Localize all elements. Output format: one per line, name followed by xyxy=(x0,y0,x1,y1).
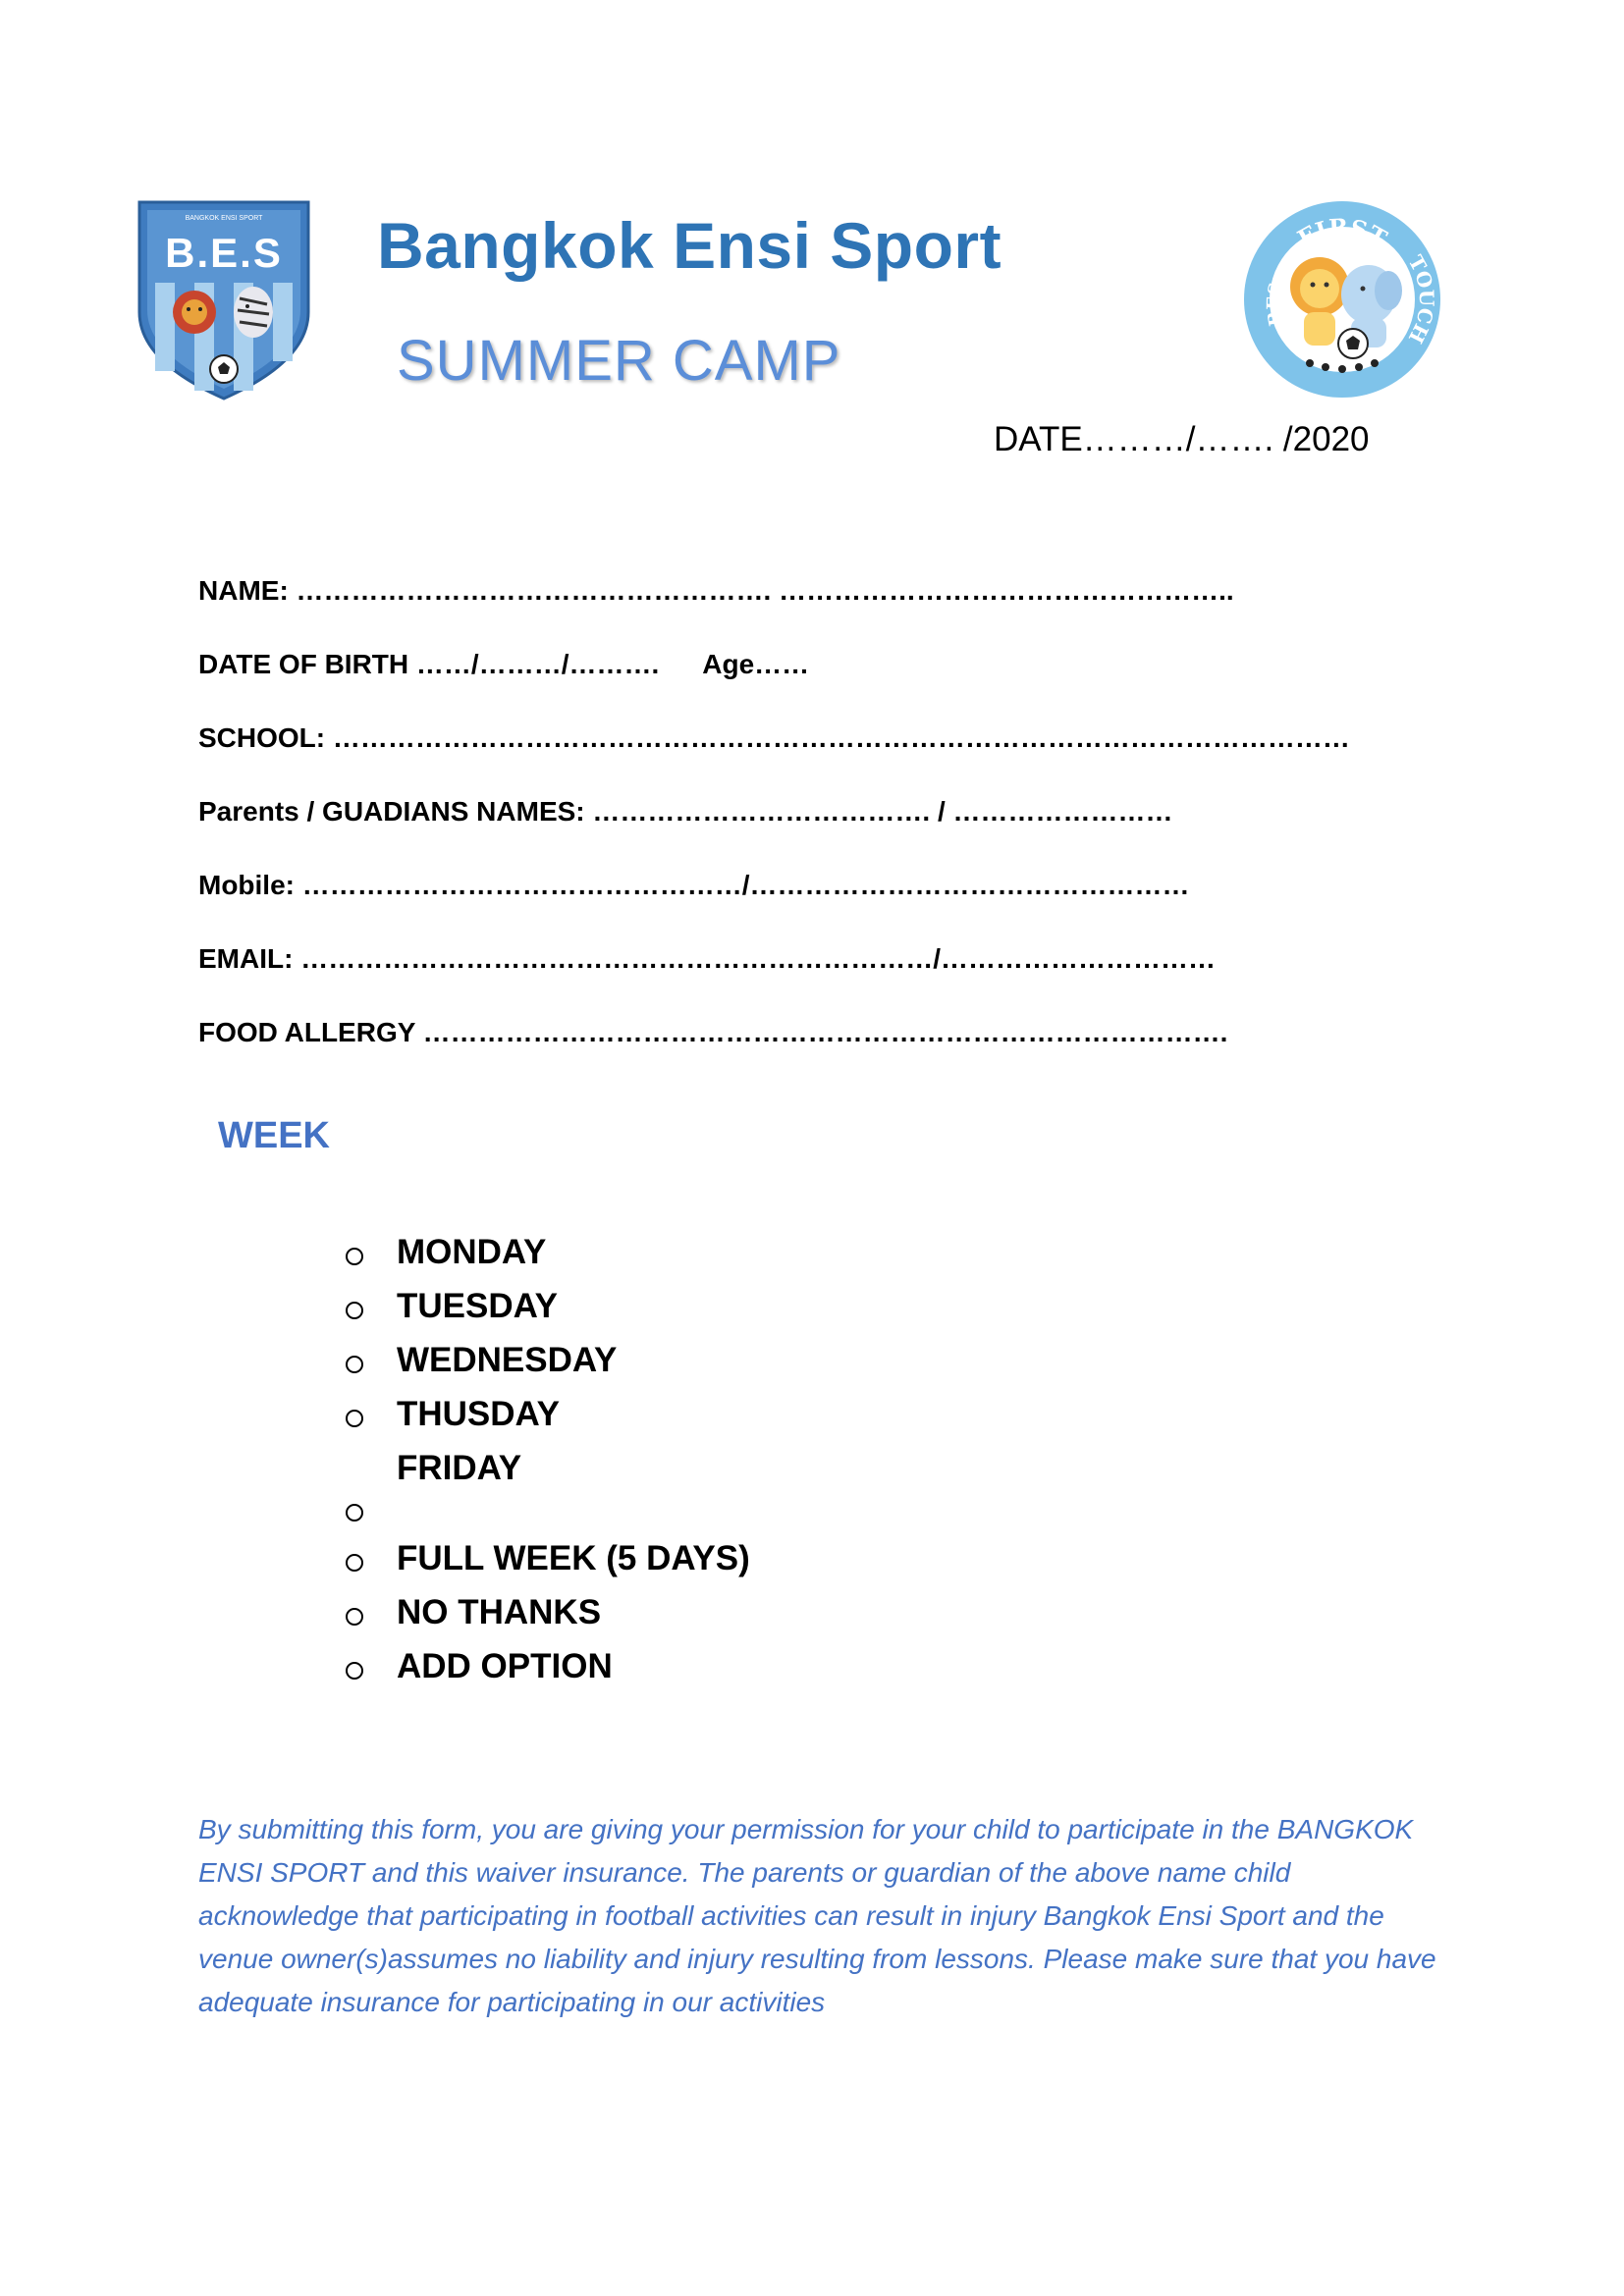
radio-circle-icon[interactable] xyxy=(346,1356,363,1373)
name-field: NAME: ……………………………………………. ………………………………………….. xyxy=(198,575,1234,606)
date-line: DATE………/……. /2020 xyxy=(994,420,1370,458)
radio-circle-icon[interactable] xyxy=(346,1248,363,1265)
first-touch-logo xyxy=(1239,196,1445,402)
option-friday[interactable] xyxy=(346,1449,935,1539)
option-label: TUESDAY xyxy=(397,1287,559,1325)
radio-circle-icon[interactable] xyxy=(346,1554,363,1572)
dob-field xyxy=(198,649,809,680)
option-label: MONDAY xyxy=(397,1233,547,1271)
radio-circle-icon[interactable] xyxy=(346,1302,363,1319)
radio-circle-icon[interactable] xyxy=(346,1504,363,1522)
zebra-figure-icon xyxy=(234,287,273,338)
radio-circle-icon[interactable] xyxy=(346,1608,363,1626)
mobile-field: Mobile: …………………………………………/………………………………………… xyxy=(198,870,1190,900)
option-label: FRIDAY xyxy=(397,1449,522,1487)
food-allergy-field: FOOD ALLERGY ……………………………………………………………………………. xyxy=(198,1017,1228,1047)
option-tuesday[interactable] xyxy=(346,1287,935,1341)
school-field: SCHOOL: ………………………………………………………………………………………………… xyxy=(198,722,1350,753)
badge-text-bes: BES xyxy=(1263,280,1287,328)
email-field: EMAIL: ……………………………………………………………/………………………… xyxy=(198,943,1216,974)
soccer-ball-icon xyxy=(1338,329,1368,358)
bes-shield-logo xyxy=(134,196,314,402)
option-label: THUSDAY xyxy=(397,1395,560,1433)
option-wednesday[interactable] xyxy=(346,1341,935,1395)
option-thursday[interactable] xyxy=(346,1395,935,1449)
radio-circle-icon[interactable] xyxy=(346,1662,363,1680)
week-options-list xyxy=(346,1233,935,1701)
dob-label: DATE OF BIRTH ……/………/………. xyxy=(198,649,660,679)
camp-title: SUMMER CAMP xyxy=(397,329,841,393)
soccer-ball-icon xyxy=(210,355,238,383)
option-label: NO THANKS xyxy=(397,1593,602,1631)
option-no-thanks[interactable] xyxy=(346,1593,935,1647)
option-full-week[interactable] xyxy=(346,1539,935,1593)
option-label: FULL WEEK (5 DAYS) xyxy=(397,1539,750,1577)
badge-text-first: FIRST xyxy=(1292,212,1392,253)
guardians-field: Parents / GUADIANS NAMES: ………………………………. / …………………… xyxy=(198,796,1173,827)
svg-text:BES xyxy=(1264,281,1287,328)
option-label: ADD OPTION xyxy=(397,1647,613,1685)
option-monday[interactable] xyxy=(346,1233,935,1287)
option-label: WEDNESDAY xyxy=(397,1341,618,1379)
option-add-option[interactable] xyxy=(346,1647,935,1701)
shield-ring-text: BANGKOK ENSI SPORT xyxy=(185,215,263,222)
disclaimer-text: By submitting this form, you are giving your permission for your child to participate in the BANGKOK ENSI SPORT and this waiver insurance. The parents or guardian of the above name child acknowledge that participating in football activities can result in injury Bangkok Ensi Sport and the venue owner(s)assumes no liability and injury resulting from lessons. Please make sure that you have adequate insurance for participating in our activities xyxy=(198,1814,1436,2017)
week-heading: WEEK xyxy=(218,1115,330,1156)
badge-text-touch: TOUCH xyxy=(1403,250,1439,347)
radio-circle-icon[interactable] xyxy=(346,1410,363,1427)
org-title: Bangkok Ensi Sport xyxy=(377,209,1002,282)
age-label: Age…… xyxy=(702,649,810,679)
shield-initials: B.E.S xyxy=(165,230,283,276)
lion-figure-icon xyxy=(173,291,216,334)
